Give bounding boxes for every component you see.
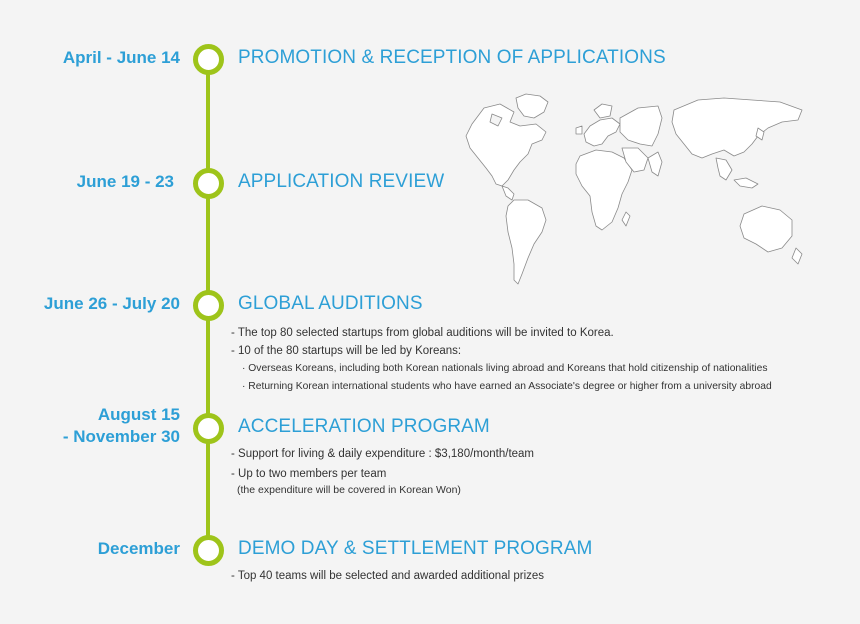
stage-date-demo-day: December — [97, 539, 180, 558]
world-map-icon — [462, 88, 812, 300]
timeline-node-2 — [193, 168, 224, 199]
demo-day-note-1: - Top 40 teams will be selected and awarded additional prizes — [231, 570, 545, 582]
timeline-node-4 — [193, 413, 224, 444]
acceleration-footnote: (the expenditure will be covered in Korean Won) — [237, 484, 461, 496]
stage-title-promotion: PROMOTION & RECEPTION OF APPLICATIONS — [238, 47, 666, 68]
stage-date-promotion: April - June 14 — [62, 48, 180, 67]
auditions-note-2: - 10 of the 80 startups will be led by Koreans: — [231, 345, 462, 357]
timeline-node-3 — [193, 290, 224, 321]
stage-date-acceleration-end: - November 30 — [62, 427, 180, 446]
acceleration-note-1: - Support for living & daily expenditure : $3,180/month/team — [231, 448, 535, 460]
acceleration-note-2: - Up to two members per team — [231, 468, 387, 480]
stage-title-review: APPLICATION REVIEW — [238, 171, 445, 192]
stage-date-review: June 19 - 23 — [76, 172, 174, 191]
timeline-node-5 — [193, 535, 224, 566]
stage-date-auditions: June 26 - July 20 — [43, 294, 180, 313]
auditions-subnote-2: · Returning Korean international students who have earned an Associate's degree or higher from a university abroad — [242, 381, 772, 392]
auditions-note-1: - The top 80 selected startups from global auditions will be invited to Korea. — [231, 327, 614, 339]
stage-title-auditions: GLOBAL AUDITIONS — [238, 293, 423, 314]
stage-date-acceleration-start: August 15 — [97, 405, 180, 424]
stage-title-demo-day: DEMO DAY & SETTLEMENT PROGRAM — [238, 538, 593, 559]
auditions-subnote-1: · Overseas Koreans, including both Korean nationals living abroad and Koreans that hold citizenship of nationalities — [242, 363, 768, 374]
timeline-node-1 — [193, 44, 224, 75]
stage-title-acceleration: ACCELERATION PROGRAM — [238, 416, 490, 437]
